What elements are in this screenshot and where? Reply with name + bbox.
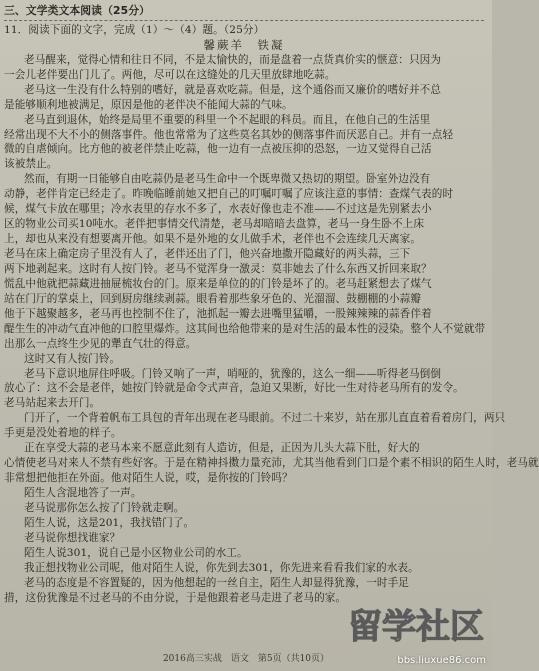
text-line: 候，煤气卡放在哪里；冷水表里的存水不多了，水表好像也走不准——不过这是先别紧去小 xyxy=(4,203,432,216)
text-line: 老马说你想找谁家？ xyxy=(24,531,121,544)
text-line: 门开了，一个背着帆布工具包的青年出现在老马眼前。不过二十来岁，站在那儿直直着看着房门，两只 xyxy=(24,412,506,425)
text-line: 上，却也从来没有想要离开他。如果不是外地的女儿做手术，老伴也不会连续几天离家。 xyxy=(4,233,422,246)
text-line: 放心了：这不会是老伴，她按门铃就是命令式声音，急迫又果断，好比一生对待老马所有的发令。 xyxy=(4,382,464,395)
text-line: 老马在床上确定房子里没有人了，老伴还出了门，他兴奋地撒开隐藏好的两头蒜，三下 xyxy=(4,248,411,260)
story-title: 馨蕨羊 铁凝 xyxy=(203,37,285,52)
page-footer: 2016高三实战 语文 第5页（共10页） xyxy=(162,654,330,664)
text-line: 他于下越聚越多，老马再也控制不住了，池抓起一瓣去进嘴里猛嚼，一股辣辣辣的蒜香伴着 xyxy=(4,307,432,320)
text-line: 慌乱中他就把蒜藏进抽屉梳妆台的门。原来是单位的的门铃是坏了的。老马赶紧想去了煤气 xyxy=(4,277,432,290)
text-line: 动静，老伴肯定已经走了。昨晚临睡前她又把自己的叮嘱叮嘱了应该注意的事情：查煤气表的时 xyxy=(4,188,454,201)
question-prompt: 11．阅读下面的文字，完成（1）～（4）题。（25分） xyxy=(4,23,265,36)
text-line: 陌生人说，这是201，我找错门了。 xyxy=(24,516,195,529)
text-line: 老马站起来去开门。 xyxy=(4,397,101,410)
section-header: 三、文学类文本阅读（25分） xyxy=(4,4,150,17)
text-line: 经常出现不大不小的侧落事件。他也常常为了这些莫名其妙的侧落事件而厌恶自己。并有一点轻 xyxy=(4,128,454,141)
text-line: 老马下意识地屏住呼吸。门铃又响了一声，哨哑的，犹豫的，这么一细——听得老马倒倒 xyxy=(24,367,442,380)
text-line: 两下地剥起来。这时有人按门铃。老马不觉浑身一激灵：莫非她去了什么东西又折回来取？ xyxy=(4,262,432,275)
text-line: 陌生人说301，说自己是小区物业公司的水工。 xyxy=(24,546,248,559)
text-line: 老马这一生没有什么特别的嗜好，就是喜欢吃蒜。但是，这个通俗而又廉价的嗜好并不总 xyxy=(24,83,442,96)
story-body xyxy=(4,53,539,606)
text-line: 心情使老马对来人不禁有些好客。于是在精神抖擞力量充沛，尤其当他看到门口是个素不相识的陌生人时，老马就 xyxy=(4,457,539,470)
text-line: 老马醒来，觉得心情和往日不同，不是太愉快的，而是盘着一点货真价实的惬意：只因为 xyxy=(24,53,442,66)
watermark-logo xyxy=(336,600,486,650)
text-line: 措，这份犹豫是不过老马的不由分说，于是他跟着老马走进了老马的家。 xyxy=(4,591,347,604)
text-line: 非常想把他拒在外面。他对陌生人说，哎，是你按的门铃吗？ xyxy=(4,472,293,485)
text-line: 一会儿老伴要出门儿了。两他，尽可以在这缝处的几天里放肆地吃蒜。 xyxy=(4,68,336,81)
text-line: 正在享受大蒜的老马本来不愿意此刻有人造访，但是，正因为儿头大蒜下肚，好大的 xyxy=(24,442,420,455)
text-line: 手更是没处着地的样子。 xyxy=(4,427,122,440)
text-line: 微的自虐倾向。比方他的被老伴禁止吃蒜，他一边有一点被压抑的恐怒，一边又觉得自己活 xyxy=(4,143,432,156)
watermark-brand-text: 留学社区 xyxy=(348,607,484,647)
text-line: 区的物业公司买10吨水。老伴把事情交代清楚，老马却暗暗去盘算，老马一身生卧不上床 xyxy=(4,218,425,231)
text-line: 老马说那你怎么按了门铃就走啊。 xyxy=(24,501,185,514)
text-line: 然而，有期一日能够自由吃蒜仍是老马生命中一个既卑微又热切的期望。卧室外边没有 xyxy=(24,173,431,186)
text-line: 醍生生的冲动气直冲他的口腔里爆炸。这其间也给他带来的是对生活的最本性的浸染。整个人不觉就带 xyxy=(4,322,486,335)
text-line: 站在门厅的掌桌上，回到厨房继续剥蒜。眼看着那些象牙色的、光溜溜、鼓棚棚的小蒜瓣 xyxy=(4,292,422,305)
text-line: 出那么一点终生少见的犟直气壮的得意。 xyxy=(4,337,197,350)
text-line: 老马的态度是不容置疑的，因为他想起的一丝自主，陌生人却显得犹豫，一时手足 xyxy=(24,576,409,589)
section-divider xyxy=(4,20,484,21)
text-line: 陌生人含混地答了一声。 xyxy=(24,487,142,499)
text-line: 我正想找物业公司呢，他对陌生人说，你先到去301，你先进来看看我们家的水表。 xyxy=(24,561,419,574)
text-line: 老马直到退休，始终是局里不重要的科里一个不起眼的科员。而且，在他自己的生活里 xyxy=(24,113,431,126)
page-content xyxy=(4,4,539,606)
watermark-url: bbs.liuxue86.com xyxy=(397,655,486,666)
text-line: 该被禁止。 xyxy=(4,158,58,171)
text-line: 是能够顺利地被满足，原因是他的老伴决不能闻大蒜的气味。 xyxy=(4,98,293,111)
text-line: 这时又有人按门铃。 xyxy=(24,352,121,365)
